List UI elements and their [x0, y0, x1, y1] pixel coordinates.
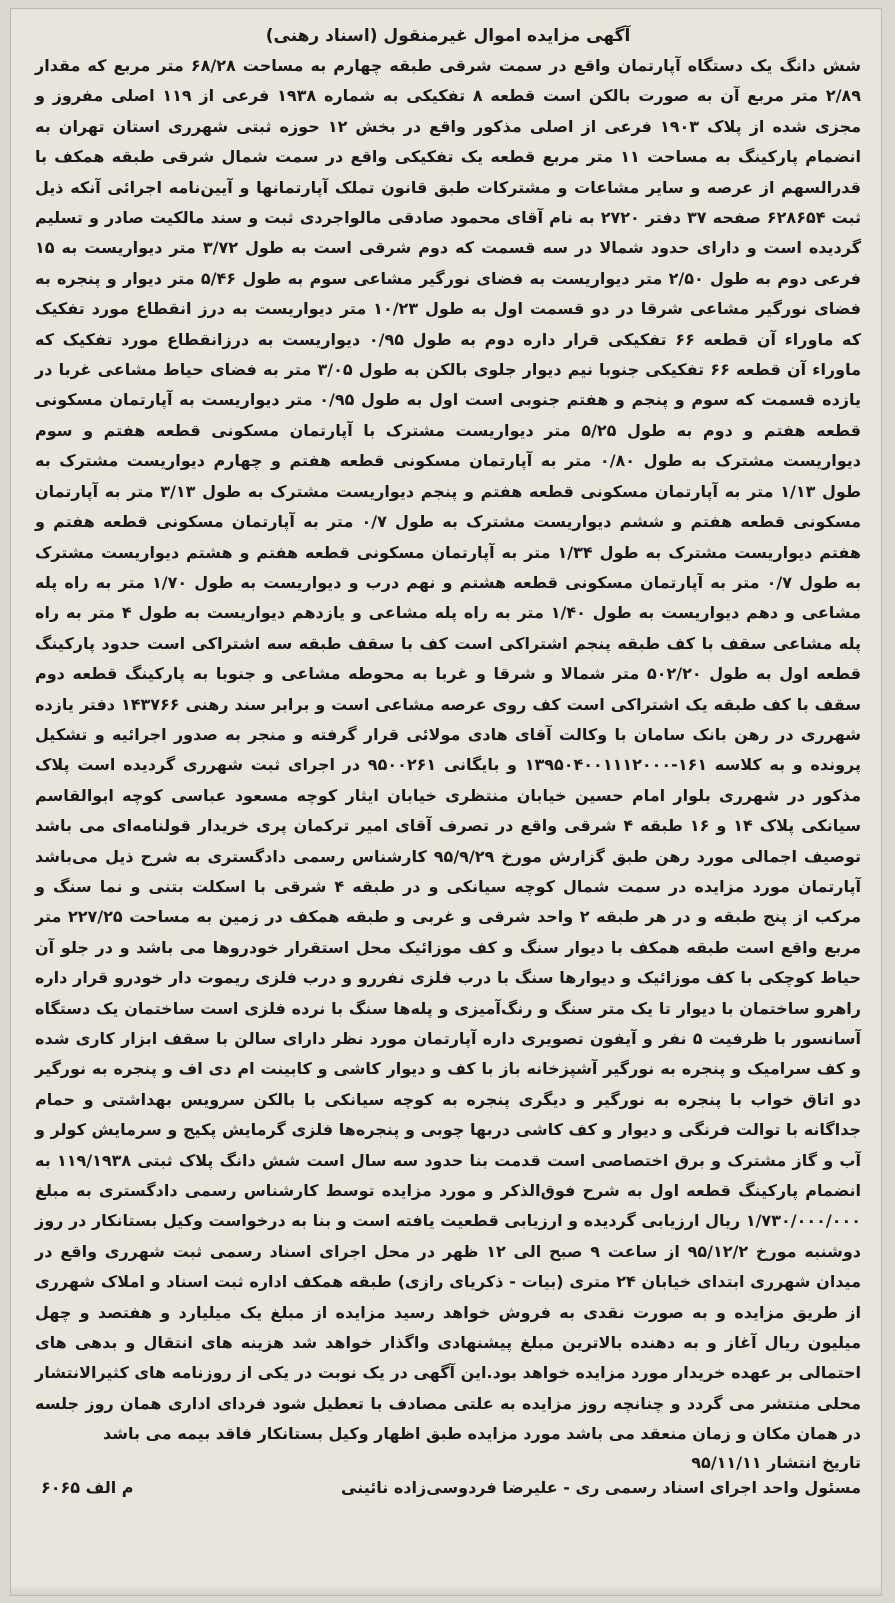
newspaper-clipping	[10, 8, 882, 1596]
notice-footer	[35, 1476, 861, 1500]
notice-code: م الف ۶۰۶۵	[41, 1477, 134, 1497]
signature: مسئول واحد اجرای اسناد رسمی ری - علیرضا فردوسی‌زاده نائینی	[341, 1477, 861, 1497]
publish-date: تاریخ انتشار ۹۵/۱۱/۱۱	[691, 1452, 861, 1472]
notice-title: آگهی مزایده اموال غیرمنقول (اسناد رهنی)	[265, 26, 631, 46]
paper-edge	[11, 1585, 881, 1595]
notice-body: شش دانگ یک دستگاه آپارتمان واقع در سمت شرقی طبقه چهارم به مساحت ۶۸/۲۸ متر مربع که مقدار ۲/۸۹ متر مربع آن به صورت بالکن است قطعه ۸ تفکیکی به شماره ۱۹۳۸ فرعی از ۱۱۹ اصلی مفروز و مجزی شده از پلاک ۱۹۰۳ فرعی از اصلی مذکور واقع در بخش ۱۲ حوزه ثبتی شهرری استان تهران به انضمام پارکینگ به مساحت ۱۱ متر مربع قطعه یک تفکیکی واقع در سمت شمال شرقی طبقه همکف با قدرالسهم از عرصه و سایر مشاعات و مشترکات طبق قانون تملک آپارتمانها و آیین‌نامه اجرائی آنکه ذیل ثبت ۶۲۸۶۵۴ صفحه ۳۷ دفتر ۲۷۲۰ به نام آقای محمود صادقی مالواجردی ثبت و سند مالکیت صادر و تسلیم گردیده است و دارای حدود شمالا در سه قسمت که دوم شرقی است به طول ۳/۷۲ متر دیواریست به ۱۵ فرعی دوم به طول ۲/۵۰ متر دیواریست به فضای نورگیر مشاعی سوم به طول ۵/۴۶ متر دیوار و پنجره به فضای نورگیر مشاعی شرقا در دو قسمت اول به طول ۱۰/۲۳ متر دیواریست به درز انقطاع مورد تفکیک که ماوراء آن قطعه ۶۶ تفکیکی قرار داره دوم به طول ۰/۹۵ دیواریست به درزانقطاع مورد تفکیک که ماوراء آن قطعه ۶۶ تفکیکی جنوبا نیم دیوار جلوی بالکن به طول ۳/۰۵ متر به فضای حیاط مشاعی غربا در یازده قسمت که سوم و پنجم و هفتم جنوبی است اول به طول ۰/۹۵ متر دیواریست به آپارتمان مسکونی قطعه هفتم و دوم به طول ۵/۲۵ متر دیواریست مشترک با آپارتمان مسکونی قطعه هفتم و سوم دیواریست مشترک به طول ۰/۸۰ متر به آپارتمان مسکونی قطعه هفتم و چهارم دیواریست مشترک به طول ۱/۱۳ متر به آپارتمان مسکونی قطعه هفتم و پنجم دیواریست مشترک به طول ۳/۱۳ متر به آپارتمان مسکونی قطعه هفتم و ششم دیواریست مشترک به طول ۰/۷ متر به آپارتمان مسکونی قطعه هفتم و هفتم دیواریست مشترک به طول ۱/۳۴ متر به آپارتمان مسکونی قطعه هفتم و هشتم دیواریست مشترک به طول ۰/۷ متر به آپارتمان مسکونی قطعه هشتم و نهم درب و دیواریست به طول ۱/۷۰ متر به راه پله مشاعی و دهم دیواریست به طول ۱/۴۰ متر به راه پله مشاعی و یازدهم دیواریست به طول ۴ متر به راه پله مشاعی سقف با کف طبقه پنجم اشتراکی است کف با سقف طبقه سه اشتراکی است حدود پارکینگ قطعه اول به طول ۵۰۲/۲۰ متر شمالا و شرقا و غربا به محوطه مشاعی و جنوبا به پارکینگ قطعه دوم سقف با کف طبقه یک اشتراکی است کف روی عرصه مشاعی است و برابر سند رهنی ۱۴۳۷۶۶ دفتر یازده شهرری در رهن بانک سامان با وکالت آقای هادی مولائی قرار گرفته و منجر به صدور اجرائیه و تشکیل پرونده و به کلاسه ۱۶۱-۱۳۹۵۰۴۰۰۱۱۱۲۰۰۰ و بایگانی ۹۵۰۰۲۶۱ در اجرای ثبت شهرری گردیده است پلاک مذکور در شهرری بلوار امام حسین خیابان منتظری خیابان ایثار کوچه مسعود عباسی کوچه ابوالقاسم سیانکی پلاک ۱۴ و ۱۶ طبقه ۴ شرقی واقع در تصرف آقای امیر ترکمان پری خریدار قولنامه‌ای می باشد توصیف اجمالی مورد رهن طبق گزارش مورخ ۹۵/۹/۲۹ کارشناس رسمی دادگستری به شرح ذیل می‌باشد آپارتمان مورد مزایده در سمت شمال کوچه سیانکی و در طبقه ۴ شرقی با اسکلت بتنی و نما سنگ و مرکب از پنج طبقه و در هر طبقه ۲ واحد شرقی و غربی و طبقه همکف در زمین به مساحت ۲۲۷/۲۵ متر مربع واقع است طبقه همکف با دیوار سنگ و کف موزائیک محل استقرار خودروها می باشد و در جلو آن حیاط کوچکی با کف موزائیک و دیوارها سنگ با درب فلزی نفررو و درب فلزی ریموت دار خودرو قرار داره راهرو ساختمان با دیوار تا یک متر سنگ و رنگ‌آمیزی و پله‌ها سنگ با نرده فلزی است ساختمان یک دستگاه آسانسور با ظرفیت ۵ نفر و آیفون تصویری داره آپارتمان مورد نظر دارای سالن با سقف ابزار کاری شده و کف سرامیک و پنجره به نورگیر آشپزخانه باز با کف و دیوار کاشی و کابینت ام دی اف و پنجره به نورگیر دو اتاق خواب با پنجره به نورگیر و دیگری پنجره به کوچه سیانکی با بالکن سرویس بهداشتی و حمام جداگانه با توالت فرنگی و دیوار و کف کاشی دربها چوبی و پنجره‌ها فلزی گرمایش پکیج و سرمایش کولر و آب و گاز مشترک و برق اختصاصی است قدمت بنا حدود سه سال است شش دانگ پلاک ثبتی ۱۱۹/۱۹۳۸ به انضمام پارکینگ قطعه اول به شرح فوق‌الذکر و مورد مزایده توسط کارشناس رسمی دادگستری به مبلغ ۱/۷۳۰/۰۰۰/۰۰۰ ریال ارزیابی گردیده و ارزیابی قطعیت یافته است و بنا به درخواست وکیل بستانکار در روز دوشنبه مورخ ۹۵/۱۲/۲ از ساعت ۹ صبح الی ۱۲ ظهر در محل اجرای اسناد رسمی ثبت شهرری واقع در میدان شهرری ابتدای خیابان ۲۴ متری (بیات - ذکریای رازی) طبقه همکف اداره ثبت اسناد و املاک شهرری از طریق مزایده و به صورت نقدی به فروش خواهد رسید مزایده از مبلغ یک میلیارد و هفتصد و چهل میلیون ریال آغاز و به دهنده بالاترین مبلغ پیشنهادی واگذار خواهد شد هزینه های انتقال و بدهی های احتمالی بر عهده خریدار مورد مزایده خواهد بود.این آگهی در یک نوبت در یکی از روزنامه های کثیرالانتشار محلی منتشر می گردد و چنانچه روز مزایده به علتی مصادف با تعطیل شود فردای اداری همان روز جلسه در همان مکان و زمان منعقد می باشد مورد مزایده طبق اظهار وکیل بستانکار فاقد بیمه می باشد	[35, 56, 862, 1444]
auction-notice	[11, 9, 881, 1508]
